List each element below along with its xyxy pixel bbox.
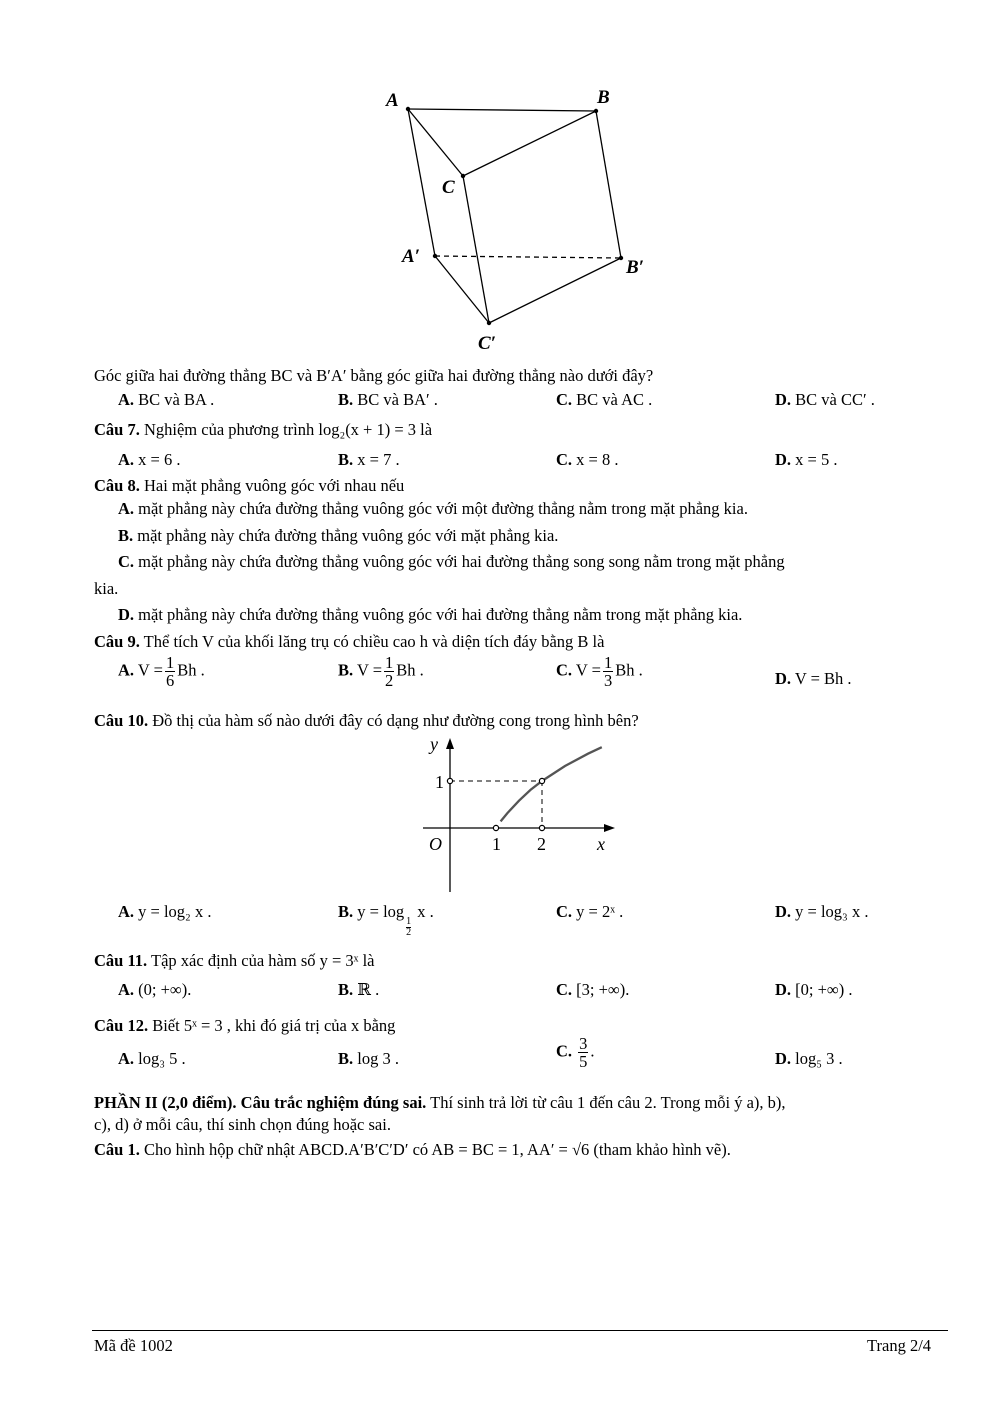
- q8-option-a: A. mặt phẳng này chứa đường thẳng vuông góc với một đường thẳng nằm trong mặt phẳng kia.: [118, 499, 748, 518]
- q9-option-c: C. V = $\frac{1}{3}$ Bh .: [556, 653, 643, 690]
- label-C: C: [442, 177, 455, 198]
- q12-option-a: A. log₃ 5 .: [118, 1049, 186, 1068]
- q8-option-d: D. mặt phẳng này chứa đường thẳng vuông góc với hai đường thẳng nằm trong mặt phẳng kia.: [118, 605, 743, 624]
- x-axis-label: x: [597, 834, 605, 854]
- q11-option-a: A. (0; +∞).: [118, 980, 192, 999]
- x-tick-1: 1: [492, 834, 501, 854]
- q9-option-a: A. V = $\frac{1}{6}$ Bh .: [118, 653, 205, 690]
- footer-page: Trang 2/4: [867, 1336, 932, 1355]
- label-B: B: [597, 87, 610, 108]
- q8-option-b: B. mặt phẳng này chứa đường thẳng vuông góc với mặt phẳng kia.: [118, 526, 559, 545]
- q11-option-c: C. [3; +∞).: [556, 980, 630, 999]
- q6-option-c: C. BC và AC .: [556, 390, 653, 409]
- q11-option-b: B. ℝ .: [338, 980, 380, 999]
- q10-option-a: A. y = log₂ x .: [118, 902, 212, 921]
- curve: [501, 747, 602, 821]
- q8-option-c-continuation: kia.: [94, 579, 119, 598]
- graph-point: [447, 778, 452, 783]
- q11-stem: Câu 11. Tập xác định của hàm số y = 3ˣ là: [94, 951, 375, 970]
- x-axis-arrow: [604, 824, 615, 832]
- part2-line2: c), d) ở mỗi câu, thí sinh chọn đúng hoặc sai.: [94, 1115, 391, 1134]
- y-axis-arrow: [446, 738, 454, 749]
- q11-option-d: D. [0; +∞) .: [775, 980, 853, 999]
- y-tick-1: 1: [435, 772, 444, 792]
- q8-option-c: C. mặt phẳng này chứa đường thẳng vuông góc với hai đường thẳng song song nằm trong mặt phẳng: [118, 552, 785, 571]
- q10-option-d: D. y = log₃ x .: [775, 902, 869, 921]
- part2-heading: PHẦN II (2,0 điểm). Câu trắc nghiệm đúng sai.: [94, 1093, 427, 1112]
- q7-stem: Câu 7. Nghiệm của phương trình log₂(x + 1) = 3 là: [94, 420, 433, 439]
- q6-option-b: B. BC và BA′ .: [338, 390, 438, 409]
- q12-option-b: B. log 3 .: [338, 1049, 399, 1068]
- label-C1: C′: [478, 333, 497, 354]
- q8-stem: Câu 8. Hai mặt phẳng vuông góc với nhau nếu: [94, 476, 405, 495]
- label-A: A: [386, 90, 399, 111]
- part2-q1: Câu 1. Cho hình hộp chữ nhật ABCD.A′B′C′D′ có AB = BC = 1, AA′ = √6 (tham khảo hình vẽ).: [94, 1140, 731, 1159]
- q6-text: Góc giữa hai đường thẳng BC và B′A′ bằng góc giữa hai đường thẳng nào dưới đây?: [94, 366, 654, 385]
- x-tick-2: 2: [537, 834, 546, 854]
- part2-line1: PHẦN II (2,0 điểm). Câu trắc nghiệm đúng sai. Thí sinh trả lời từ câu 1 đến câu 2. Trong mỗi ý a), b),: [94, 1093, 786, 1112]
- q9-stem: Câu 9. Thể tích V của khối lăng trụ có chiều cao h và diện tích đáy bằng B là: [94, 632, 605, 651]
- q7-option-b: B. x = 7 .: [338, 450, 400, 469]
- label-A1: A′: [402, 246, 421, 267]
- log-graph: [415, 732, 625, 898]
- q12-stem: Câu 12. Biết 5ˣ = 3 , khi đó giá trị của x bằng: [94, 1016, 396, 1035]
- graph-point: [493, 825, 498, 830]
- footer-rule: [92, 1330, 948, 1331]
- q9-option-b: B. V = $\frac{1}{2}$ Bh .: [338, 653, 424, 690]
- graph-point: [539, 825, 544, 830]
- q7-option-a: A. x = 6 .: [118, 450, 181, 469]
- q9-option-d: D. V = Bh .: [775, 669, 852, 688]
- q7-option-d: D. x = 5 .: [775, 450, 838, 469]
- q10-option-b: B. y = log $\frac{1}{2}$ x .: [338, 902, 434, 938]
- q12-option-d: D. log₅ 3 .: [775, 1049, 843, 1068]
- q10-option-c: C. y = 2ˣ .: [556, 902, 624, 921]
- q7-option-c: C. x = 8 .: [556, 450, 619, 469]
- graph-point: [539, 778, 544, 783]
- prism-figure: [380, 80, 670, 360]
- q6-option-d: D. BC và CC′ .: [775, 390, 875, 409]
- q12-option-c: C. $\frac{3}{5}$ .: [556, 1034, 595, 1071]
- q6-option-a: A. BC và BA .: [118, 390, 215, 409]
- y-axis-label: y: [430, 734, 438, 754]
- label-B1: B′: [626, 257, 645, 278]
- origin-label: O: [429, 834, 442, 854]
- q10-stem: Câu 10. Đồ thị của hàm số nào dưới đây có dạng như đường cong trong hình bên?: [94, 711, 639, 730]
- footer-code: Mã đề 1002: [94, 1336, 173, 1355]
